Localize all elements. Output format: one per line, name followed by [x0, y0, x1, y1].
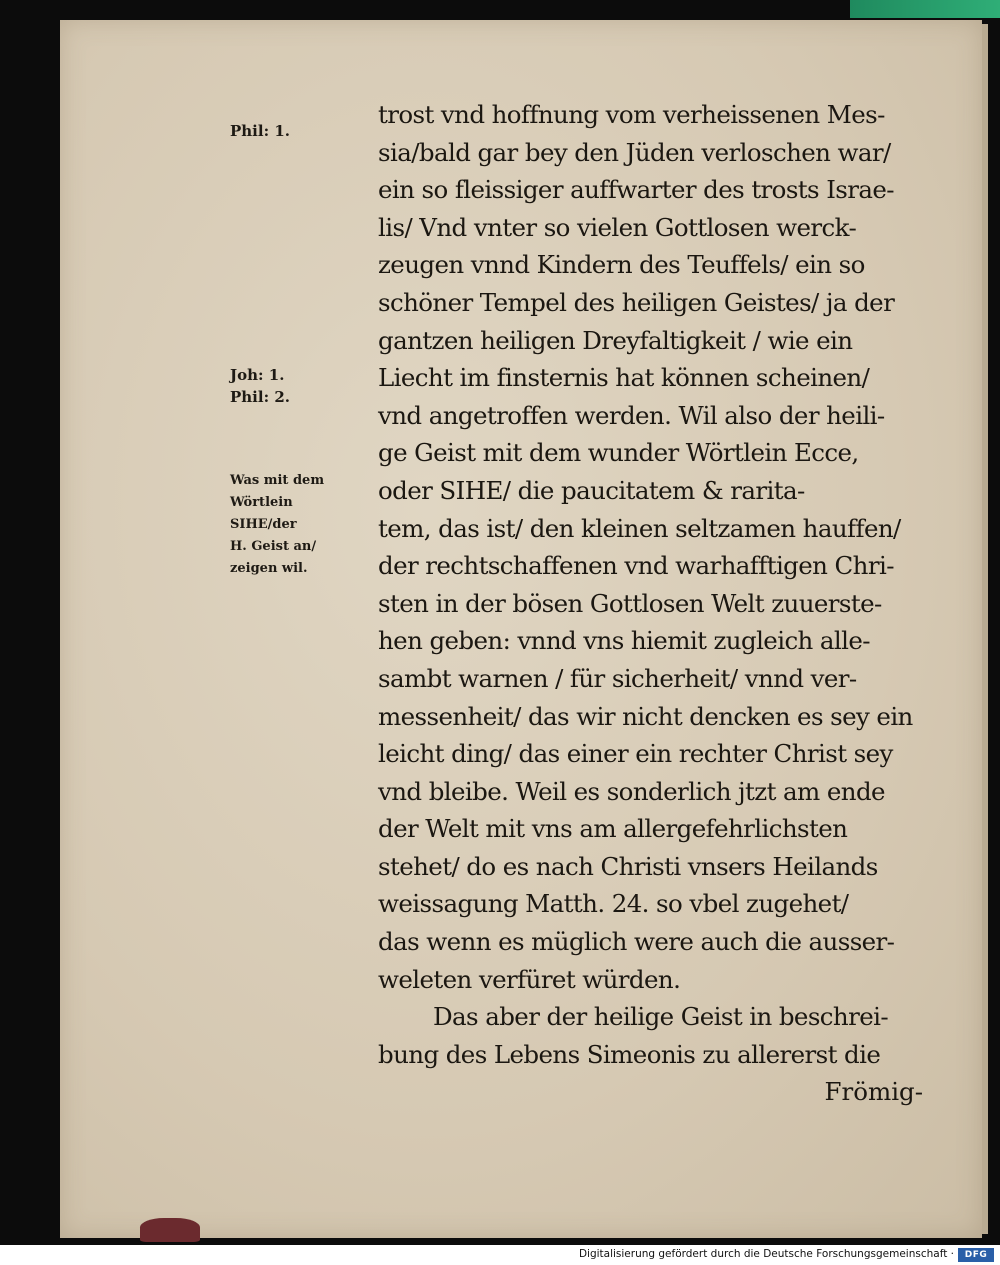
margin-note-line: H. Geist an/: [230, 539, 317, 554]
margin-note-line: zeigen wil.: [230, 561, 308, 576]
main-text: [378, 96, 923, 1111]
text-line: oder SIHE/ die paucitatem & rarita-: [378, 475, 805, 505]
text-line: hen geben: vnnd vns hiemit zugleich alle-: [378, 626, 870, 656]
text-line: messenheit/ das wir nicht dencken es sey ein: [378, 701, 913, 731]
text-line: Liecht im finsternis hat können scheinen/: [378, 363, 870, 393]
margin-note-line: Was mit dem: [230, 473, 325, 488]
text-line: trost vnd hoffnung vom verheissenen Mes-: [378, 100, 885, 129]
text-line: das wenn es müglich were auch die ausser-: [378, 927, 895, 957]
margin-note-joh1: [230, 364, 375, 408]
margin-note-line: Wörtlein: [230, 495, 293, 510]
page-stain: [140, 1218, 200, 1242]
text-line: der Welt mit vns am allergefehrlichsten: [378, 814, 848, 844]
text-line: zeugen vnnd Kindern des Teuffels/ ein so: [378, 250, 865, 280]
text-line: vnd bleibe. Weil es sonderlich jtzt am ende: [378, 776, 885, 806]
text-line: ein so fleissiger auffwarter des trosts Israe-: [378, 175, 894, 205]
text-line: gantzen heiligen Dreyfaltigkeit / wie ein: [378, 325, 853, 355]
text-line: sia/bald gar bey den Jüden verloschen war/: [378, 137, 891, 167]
text-line: Das aber der heilige Geist in beschrei-: [433, 1002, 889, 1032]
text-line: tem, das ist/ den kleinen seltzamen hauffen/: [378, 513, 901, 543]
text-line: stehet/ do es nach Christi vnsers Heilands: [378, 851, 878, 881]
text-line: lis/ Vnd vnter so vielen Gottlosen werck-: [378, 212, 857, 242]
text-line: vnd angetroffen werden. Wil also der heili-: [378, 400, 885, 430]
margin-note-wortlein: [230, 470, 375, 580]
text-line: bung des Lebens Simeonis zu allererst die: [378, 1039, 881, 1069]
margin-note-line: Joh: 1.: [230, 366, 285, 384]
catchword: Frömig-: [824, 1077, 923, 1107]
margin-note-line: SIHE/der: [230, 517, 297, 532]
dfg-logo-icon: DFG: [958, 1248, 994, 1262]
text-line: ge Geist mit dem wunder Wörtlein Ecce,: [378, 438, 859, 468]
text-line: sten in der bösen Gottlosen Welt zuuerste-: [378, 588, 882, 618]
footer-credit: Digitalisierung gefördert durch die Deutsche Forschungsgemeinschaft ·: [578, 1248, 954, 1260]
margin-note-phil1: [230, 120, 375, 142]
margin-note-line: Phil: 2.: [230, 388, 290, 406]
text-line: der rechtschaffenen vnd warhafftigen Chri-: [378, 551, 894, 581]
text-line: leicht ding/ das einer ein rechter Christ sey: [378, 739, 893, 769]
text-line: weissagung Matth. 24. so vbel zugehet/: [378, 889, 849, 919]
text-line: sambt warnen / für sicherheit/ vnnd ver-: [378, 663, 857, 693]
text-line: weleten verfüret würden.: [378, 964, 681, 994]
book-cover-edge: [850, 0, 1000, 18]
margin-note-line: Phil: 1.: [230, 122, 290, 140]
footer-bar: [0, 1245, 1000, 1265]
text-line: schöner Tempel des heiligen Geistes/ ja der: [378, 287, 895, 317]
